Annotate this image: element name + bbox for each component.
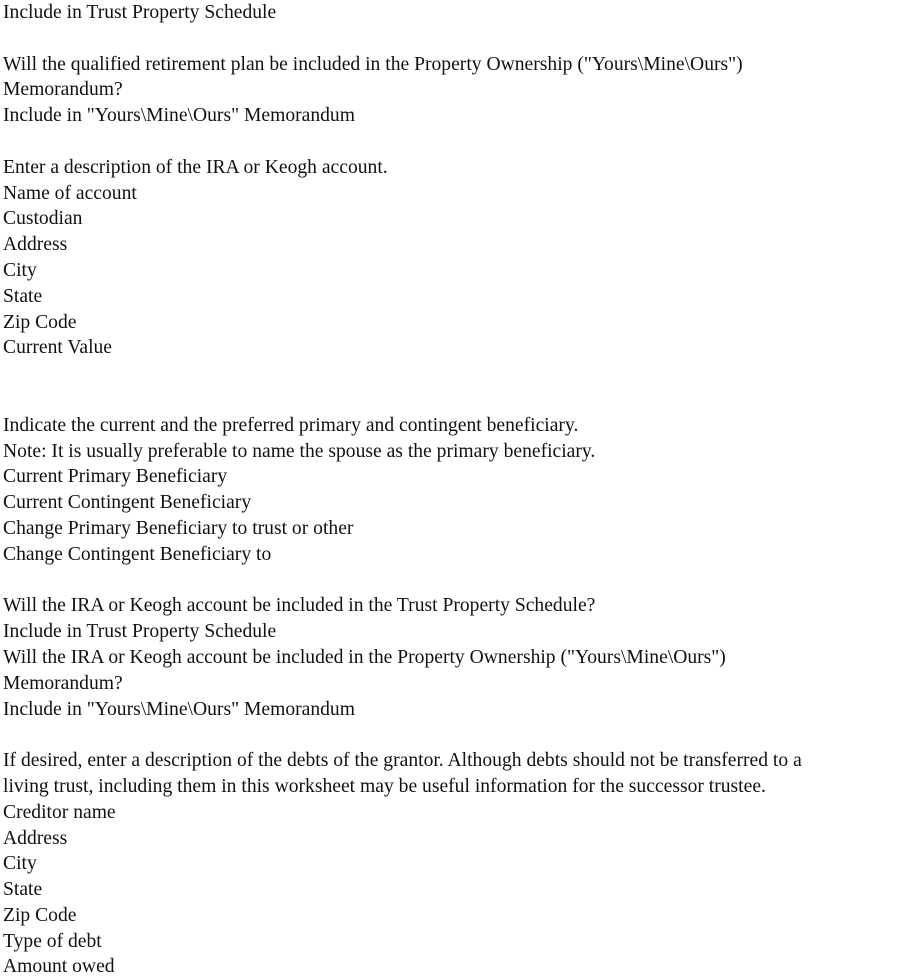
- retirement-memorandum-section: [3, 52, 915, 129]
- field-label: Include in Trust Property Schedule: [3, 621, 277, 643]
- section-gap: [3, 129, 915, 155]
- question-line: Will the IRA or Keogh account be included in the Trust Property Schedule?: [3, 595, 596, 617]
- question-line: Will the qualified retirement plan be included in the Property Ownership ("Yours\Mine\Ours"): [3, 53, 743, 75]
- field-label: Creditor name: [3, 801, 116, 823]
- field-label: Address: [3, 234, 68, 256]
- ira-inclusion-section: [3, 593, 915, 722]
- field-label: Change Primary Beneficiary to trust or other: [3, 517, 354, 539]
- field-label: Address: [3, 827, 68, 849]
- field-label: Change Contingent Beneficiary to: [3, 543, 272, 565]
- field-label: Zip Code: [3, 904, 77, 926]
- beneficiary-section: [3, 413, 915, 568]
- note-line: Note: It is usually preferable to name the spouse as the primary beneficiary.: [3, 440, 596, 462]
- instruction-line: Enter a description of the IRA or Keogh account.: [3, 156, 388, 178]
- worksheet-document: [3, 0, 915, 980]
- field-label: Include in "Yours\Mine\Ours" Memorandum: [3, 698, 355, 720]
- question-line: Will the IRA or Keogh account be included in the Property Ownership ("Yours\Mine\Ours"): [3, 646, 726, 668]
- field-label: Current Primary Beneficiary: [3, 466, 228, 488]
- ira-keogh-description-section: [3, 155, 915, 361]
- field-label: City: [3, 853, 37, 875]
- debts-section: [3, 748, 915, 980]
- question-line: Memorandum?: [3, 672, 123, 694]
- instruction-line: Indicate the current and the preferred primary and contingent beneficiary.: [3, 414, 579, 436]
- field-label: Current Value: [3, 337, 113, 359]
- section-gap: [3, 361, 915, 413]
- field-label: Type of debt: [3, 930, 102, 952]
- section-gap: [3, 722, 915, 748]
- text-line: Include in Trust Property Schedule: [3, 2, 277, 23]
- field-label: Current Contingent Beneficiary: [3, 492, 252, 514]
- instruction-line: living trust, including them in this worksheet may be useful information for the successor trustee.: [3, 775, 766, 797]
- field-label: Custodian: [3, 208, 83, 230]
- field-label: Include in "Yours\Mine\Ours" Memorandum: [3, 105, 355, 127]
- section-gap: [3, 26, 915, 52]
- field-label: State: [3, 879, 43, 901]
- field-label: Amount owed: [3, 956, 115, 978]
- question-line: Memorandum?: [3, 79, 123, 101]
- section-gap: [3, 568, 915, 594]
- instruction-line: If desired, enter a description of the debts of the grantor. Although debts should not be transferred to a: [3, 750, 802, 772]
- field-label: Zip Code: [3, 311, 77, 333]
- field-label: State: [3, 285, 43, 307]
- trust-schedule-section: [3, 0, 915, 26]
- field-label: Name of account: [3, 182, 137, 204]
- field-label: City: [3, 259, 37, 281]
